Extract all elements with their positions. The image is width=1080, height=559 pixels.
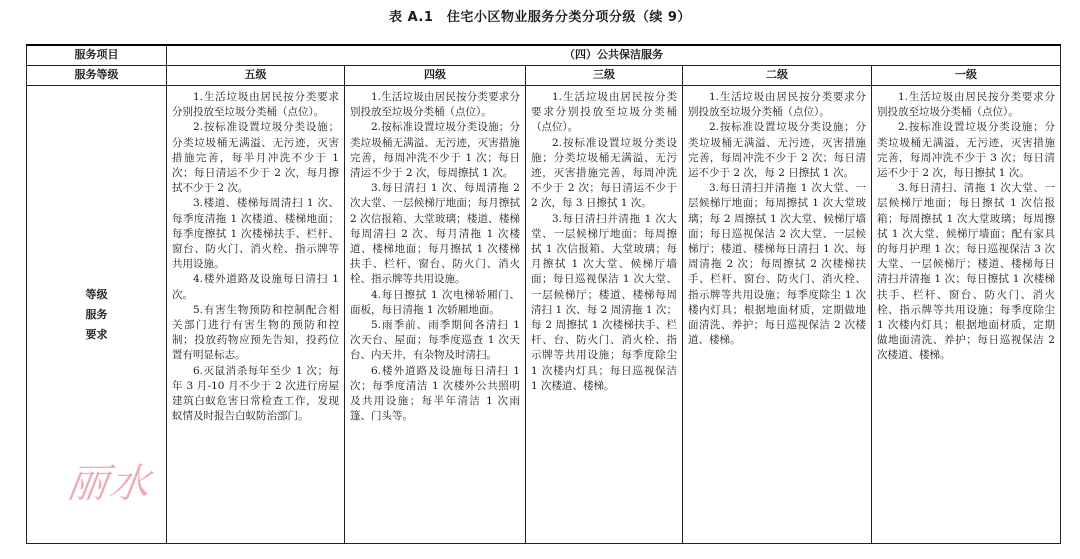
requirement-paragraph: 3.每日清扫并清拖 1 次大堂、一层候梯厅地面；每周擦拭 1 次大堂玻璃；每 2 周擦拭 1 次大堂、候梯厅墙面；每日巡视保洁 2 次大堂、一层候梯厅；楼道、楼梯每日清扫 1 次、每周清拖 2 次；每周擦拭 2 次楼梯扶手、栏杆、窗台、防火门、消火栓、指示牌等共用设施；每季度除尘 1 次楼内灯具；根据地面材质，定期做地面清洗、养护；每日巡视保洁 2 次楼道、楼梯。 xyxy=(688,182,866,347)
requirement-paragraph: 4.每日擦拭 1 次电梯轿厢门、面板，每日清拖 1 次轿厢地面。 xyxy=(350,288,520,316)
requirement-paragraph: 6.灭鼠消杀每年至少 1 次；每年 3 月-10 月不少于 2 次进行房屋建筑白蚁危害日常检查工作，发现蚁情及时报告白蚁防治部门。 xyxy=(172,364,339,423)
level-3-requirements xyxy=(526,86,682,543)
requirement-paragraph: 2.按标准设置垃圾分类设施；分类垃圾桶无满溢、无污迹，灭害措施完善，每周冲洗不少于 3 次；每日清运不少于 2 次，每日擦拭 1 次。 xyxy=(877,121,1055,180)
requirement-paragraph: 2.按标准设置垃圾分类设施；分类垃圾桶无满溢、无污迹，灭害措施完善，每周冲洗不少于 1 次；每日清运不少于 2 次，每周擦拭 1 次。 xyxy=(350,121,520,180)
level-header: 二级 xyxy=(683,66,872,86)
requirement-paragraph: 6.楼外道路及设施每日清扫 1 次；每季度清洁 1 次楼外公共照明及共用设施；每半年清洁 1 次雨篷、门头等。 xyxy=(350,364,520,423)
requirement-paragraph: 1.生活垃圾由居民按分类要求分别投放至垃圾分类桶（点位）。 xyxy=(877,91,1055,119)
level-header: 五级 xyxy=(167,66,345,86)
level-1-requirements xyxy=(872,86,1060,543)
watermark-logo: 丽水 xyxy=(64,461,155,507)
requirement-paragraph: 3.每日清扫、清拖 1 次大堂、一层候梯厅地面；每日擦拭 1 次信报箱；每周擦拭 1 次大堂玻璃；每周擦拭 1 次大堂、候梯厅墙面；配有家具的每月护理 1 次；每日巡视保洁 3 次大堂、一层候梯厅；楼道、楼梯每日清扫并清拖 1 次；每日擦拭 1 次楼梯扶手、栏杆、窗台、防火门、消火栓、指示牌等共用设施；每季度除尘 1 次楼内灯具；根据地面材质，定期做地面清洗、养护；每日巡视保洁 2 次楼道、楼梯。 xyxy=(877,182,1055,362)
level-5-requirements xyxy=(167,86,344,543)
table-title: 表 A.1 住宅小区物业服务分类分项分级（续 9） xyxy=(389,10,691,25)
requirement-paragraph: 3.楼道、楼梯每周清扫 1 次、每季度清拖 1 次楼道、楼梯地面；每季度擦拭 1 次楼梯扶手、栏杆、窗台、防火门、消火栓、指示牌等共用设施。 xyxy=(172,197,339,271)
row-label-line: 等级 xyxy=(85,287,108,301)
level-4-requirements xyxy=(345,86,525,543)
requirement-paragraph: 5.雨季前、雨季期间各清扫 1 次天台、屋面；每季度巡查 1 次天台、内天井，有杂物及时清扫。 xyxy=(350,319,520,362)
requirement-paragraph: 3.每日清扫 1 次、每周清拖 2 次大堂、一层候梯厅地面；每月擦拭 2 次信报箱、大堂玻璃；楼道、楼梯每周清扫 2 次、每月清拖 1 次楼道、楼梯地面；每月擦拭 1 次楼梯扶手、栏杆、窗台、防火门、消火栓、指示牌等共用设施。 xyxy=(350,182,520,286)
service-item-label: 服务项目 xyxy=(27,45,167,66)
requirement-paragraph: 1.生活垃圾由居民按分类要求分别投放至垃圾分类桶（点位）。 xyxy=(688,91,866,119)
service-grading-table xyxy=(26,44,1061,544)
requirement-paragraph: 2.按标准设置垃圾分类设施；分类垃圾桶无满溢、无污迹，灭害措施完善，每周冲洗不少于 2 次；每日清运不少于 2 次，每 3 日擦拭 1 次。 xyxy=(531,136,677,210)
requirement-paragraph: 3.每日清扫并清拖 1 次大堂、一层候梯厅地面；每周擦拭 1 次信报箱、大堂玻璃；每月擦拭 1 次大堂、候梯厅墙面；每日巡视保洁 1 次大堂、一层候梯厅；楼道、楼梯每周清扫 1 次、每 2 周清拖 1 次；每 2 周擦拭 1 次楼梯扶手、栏杆、台、防火门、消火栓、指示牌等共用设施；每季度除尘 1 次楼内灯具；每日巡视保洁 1 次楼道、楼梯。 xyxy=(531,212,677,392)
level-header: 一级 xyxy=(872,66,1061,86)
level-2-requirements xyxy=(683,86,871,543)
requirement-paragraph: 1.生活垃圾由居民按分类要求分别投放至垃圾分类桶（点位）。 xyxy=(172,91,339,119)
requirement-paragraph: 1.生活垃圾由居民按分类要求分别投放至垃圾分类桶（点位）。 xyxy=(350,91,520,119)
service-level-label: 服务等级 xyxy=(27,66,167,86)
requirement-paragraph: 4.楼外道路及设施每日清扫 1 次。 xyxy=(172,273,339,301)
service-item-value: （四）公共保洁服务 xyxy=(167,45,1061,66)
requirement-paragraph: 5.有害生物预防和控制配合相关部门进行有害生物的预防和控制；投放药物应预先告知，投药位置有明显标志。 xyxy=(172,303,339,362)
level-header: 三级 xyxy=(526,66,683,86)
requirement-paragraph: 2.按标准设置垃圾分类设施；分类垃圾桶无满溢、无污迹，灭害措施完善，每周冲洗不少于 2 次；每日清运不少于 2 次，每 2 日擦拭 1 次。 xyxy=(688,121,866,180)
row-label-line: 要求 xyxy=(85,327,108,341)
row-label-line: 服务 xyxy=(85,307,108,321)
requirement-paragraph: 2.按标准设置垃圾分类设施；分类垃圾桶无满溢、无污迹，灭害措施完善，每半月冲洗不少于 1 次；每日清运不少于 2 次，每月擦拭不少于 2 次。 xyxy=(172,121,339,195)
requirement-paragraph: 1.生活垃圾由居民按分类要求分别投放至垃圾分类桶（点位）。 xyxy=(531,91,677,134)
level-header: 四级 xyxy=(345,66,526,86)
